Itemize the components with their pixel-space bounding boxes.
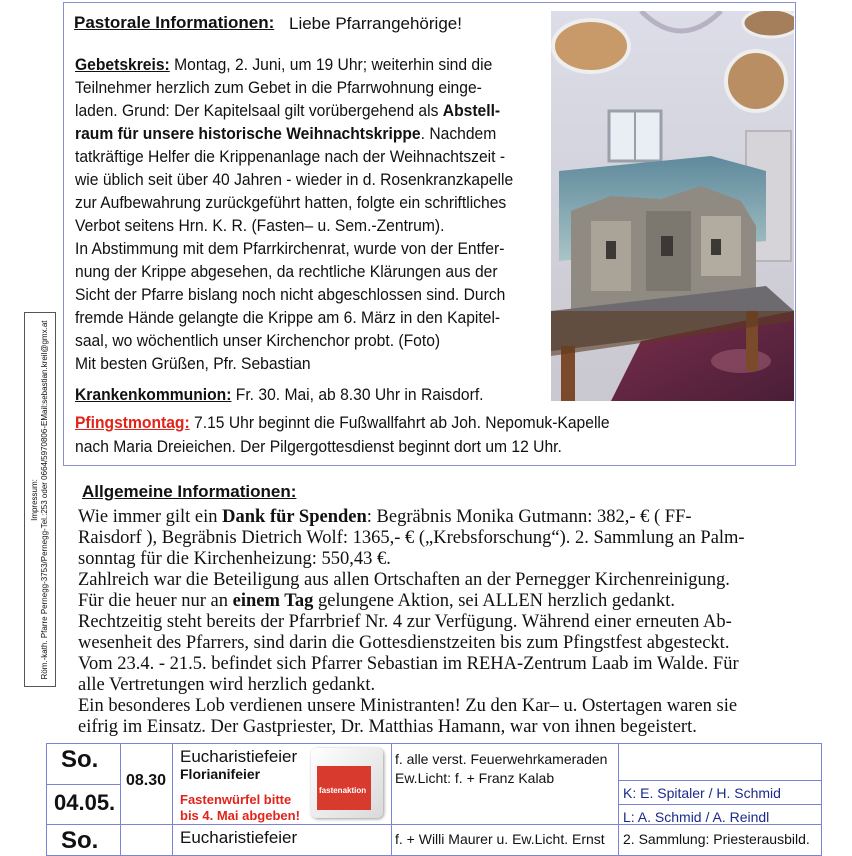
day-label: So. — [61, 746, 99, 773]
gebetskreis-line-3: laden. Grund: Der Kapitelsaal gilt vorübergehend als Abstell- — [75, 101, 501, 120]
service-sub: Florianifeier — [180, 766, 261, 782]
allgemein-line-9: alle Vertretungen wird herzlich gedankt. — [78, 675, 376, 695]
impressum-box — [24, 312, 56, 687]
krankenkommunion-label: Krankenkommunion: — [75, 385, 232, 404]
pfingstmontag-line-2: nach Maria Dreieichen. Der Pilgergottesdienst beginnt dort um 12 Uhr. — [75, 437, 562, 456]
allgemein-line-10: Ein besonderes Lob verdienen unsere Ministranten! Zu den Kar– u. Ostertagen waren sie — [78, 696, 738, 716]
day-date-cell — [47, 744, 121, 825]
allgemein-heading: Allgemeine Informationen: — [82, 482, 297, 501]
fastenwuerfel-note: Fastenwürfel bitte bis 4. Mai abgeben! — [180, 792, 300, 823]
pfingstmontag-line-1: Pfingstmontag: 7.15 Uhr beginnt die Fußwallfahrt ab Joh. Nepomuk-Kapelle — [75, 413, 610, 432]
service-cell-2 — [173, 825, 392, 856]
allgemein-line-1: Wie immer gilt ein Dank für Spenden: Begräbnis Monika Gutmann: 382,- € ( FF- — [78, 507, 692, 527]
allgemein-line-5: Für die heuer nur an einem Tag gelungene Aktion, sei ALLEN herzlich gedankt. — [78, 591, 676, 611]
time-cell-2 — [121, 825, 173, 856]
service-schedule-table — [46, 743, 822, 856]
kommunion-helpers: K: E. Spitaler / H. Schmid — [623, 785, 781, 801]
service-label-2: Eucharistiefeier — [180, 828, 298, 847]
time-label: 08.30 — [126, 772, 167, 789]
pastoral-heading: Pastorale Informationen: — [74, 13, 275, 32]
intention-1: f. alle verst. Feuerwehrkameraden — [395, 751, 608, 767]
intention-cell — [392, 744, 619, 825]
time-cell — [121, 744, 173, 825]
intention-cell-2 — [392, 825, 619, 856]
gebetskreis-line-4: raum für unsere historische Weihnachtskrippe. Nachdem — [75, 124, 497, 143]
service-cell — [173, 744, 392, 825]
gebetskreis-line-13: saal, wo wöchentlich unser Kirchenchor probt. (Foto) — [75, 331, 441, 350]
allgemein-line-11: eifrig im Einsatz. Der Gastpriester, Dr. Matthias Hamann, war von ihnen begeistert. — [78, 717, 697, 737]
nativity-scene-photo — [551, 11, 794, 401]
allgemein-line-7: wesenheit des Pfarrers, sind darin die Gottesdienstzeiten bis zum Pfingstfest abgesteckt. — [78, 633, 730, 653]
gebetskreis-line-7: zur Aufbewahrung zurückgeführt hatten, folgte ein schriftliches — [75, 193, 507, 212]
gebetskreis-line-11: Sicht der Pfarre bislang noch nicht abgeschlossen sind. Durch — [75, 285, 506, 304]
date-label: 04.05. — [54, 790, 116, 815]
gebetskreis-line-1: Gebetskreis: Montag, 2. Juni, um 19 Uhr; weiterhin sind die — [75, 55, 493, 74]
gebetskreis-line-9: In Abstimmung mit dem Pfarrkirchenrat, wurde von der Entfer- — [75, 239, 505, 258]
pfingstmontag-label: Pfingstmontag: — [75, 413, 190, 432]
impressum-text: Impressum: Röm.-kath. Pfarre Pernegg-3753/Pernegg-Tel.:253 oder 0664/5970806-EMail:sebastian.kreil@gmx.at — [30, 320, 49, 679]
day-label-2: So. — [61, 827, 99, 854]
sammlung-note: 2. Sammlung: Priesterausbild. — [623, 831, 810, 847]
gebetskreis-line-2: Teilnehmer herzlich zum Gebet in die Pfarrwohnung einge- — [75, 78, 482, 97]
allgemein-line-2: Raisdorf ), Begräbnis Dietrich Wolf: 1365,- € („Krebsforschung“). 2. Sammlung an Palm- — [78, 528, 745, 548]
intention-2: Ew.Licht: f. + Franz Kalab — [395, 770, 555, 786]
ministers-cell — [619, 744, 822, 825]
allgemein-line-4: Zahlreich war die Beteiligung aus allen Ortschaften an der Pernegger Kirchenreinigung. — [78, 570, 730, 590]
gebetskreis-line-8: Verbot seitens Hrn. K. R. (Fasten– u. Sem.-Zentrum). — [75, 216, 445, 235]
allgemein-line-6: Rechtzeitig steht bereits der Pfarrbrief Nr. 4 zur Verfügung. Während einer erneuten Ab- — [78, 612, 732, 632]
gebetskreis-line-6: wie üblich seit über 40 Jahren - wieder in d. Rosenkranzkapelle — [75, 170, 514, 189]
signature-line: Mit besten Grüßen, Pfr. Sebastian — [75, 354, 311, 373]
gebetskreis-line-10: nung der Krippe abgesehen, da rechtliche Klärungen aus der — [75, 262, 498, 281]
intention-row2: f. + Willi Maurer u. Ew.Licht. Ernst — [395, 831, 605, 847]
day-cell-2 — [47, 825, 121, 856]
service-label: Eucharistiefeier — [180, 747, 298, 766]
allgemein-line-3: sonntag für die Kirchenheizung: 550,43 €. — [78, 549, 391, 569]
gebetskreis-label: Gebetskreis: — [75, 55, 170, 74]
gebetskreis-line-12: fremde Hände gelangte die Krippe am 6. März in den Kapitel- — [75, 308, 501, 327]
allgemein-line-8: Vom 23.4. - 21.5. befindet sich Pfarrer Sebastian im REHA-Zentrum Laab im Walde. Für — [78, 654, 739, 674]
greeting: Liebe Pfarrangehörige! — [289, 14, 462, 33]
lektoren: L: A. Schmid / A. Reindl — [623, 809, 770, 825]
gebetskreis-line-5: tatkräftige Helfer die Krippenanlage nach der Weihnachtszeit - — [75, 147, 506, 166]
extra-cell-2 — [619, 825, 822, 856]
fastenaktion-cube — [311, 748, 383, 818]
fastenaktion-label: fastenaktion — [319, 786, 367, 795]
krankenkommunion-line: Krankenkommunion: Fr. 30. Mai, ab 8.30 Uhr in Raisdorf. — [75, 385, 484, 404]
